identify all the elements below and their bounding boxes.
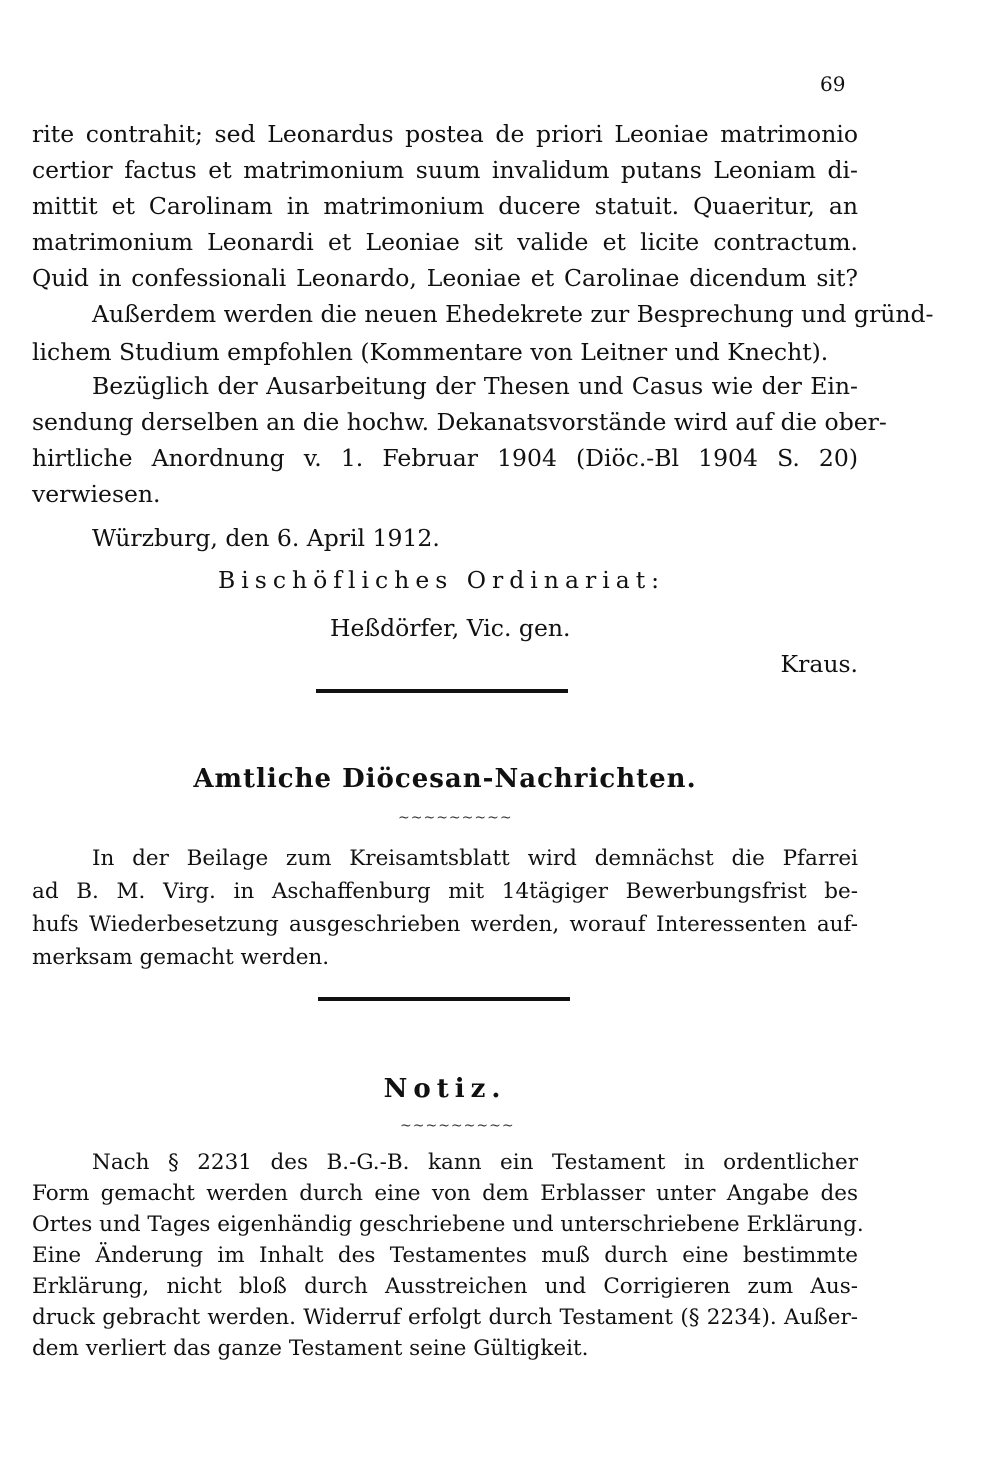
text-line: Nach § 2231 des B.-G.-B. kann ein Testament in ordentlicher xyxy=(92,1150,858,1175)
text-line: merksam gemacht werden. xyxy=(32,945,330,970)
text-line: hufs Wiederbesetzung ausgeschrieben werden, worauf Interessenten auf- xyxy=(32,912,858,937)
ordinariat-line: Bischöfliches Ordinariat: xyxy=(218,566,666,594)
text-line: hirtliche Anordnung v. 1. Februar 1904 (Diöc.-Bl 1904 S. 20) xyxy=(32,444,858,472)
text-line: Quid in confessionali Leonardo, Leoniae et Carolinae dicendum sit? xyxy=(32,264,858,292)
text-line: mittit et Carolinam in matrimonium ducere statuit. Quaeritur, an xyxy=(32,192,858,220)
section-title-diocesan-news: Amtliche Diöcesan-Nachrichten. xyxy=(193,764,697,794)
text-line: Eine Änderung im Inhalt des Testamentes muß durch eine bestimmte xyxy=(32,1243,858,1268)
text-line: ad B. M. Virg. in Aschaffenburg mit 14tägiger Bewerbungsfrist be- xyxy=(32,879,858,904)
signature-vic-gen: Heßdörfer, Vic. gen. xyxy=(330,614,571,642)
signature-kraus: Kraus. xyxy=(780,650,858,678)
text-line: Außerdem werden die neuen Ehedekrete zur Besprechung und gründ- xyxy=(92,300,934,328)
text-line: dem verliert das ganze Testament seine Gültigkeit. xyxy=(32,1336,589,1361)
text-line: druck gebracht werden. Widerruf erfolgt durch Testament (§ 2234). Außer- xyxy=(32,1305,858,1330)
text-line: Bezüglich der Ausarbeitung der Thesen und Casus wie der Ein- xyxy=(92,372,858,400)
separator-rule xyxy=(318,997,570,1001)
separator-rule xyxy=(316,689,568,693)
text-line: sendung derselben an die hochw. Dekanatsvorstände wird auf die ober- xyxy=(32,408,887,436)
text-line: verwiesen. xyxy=(32,480,161,508)
text-line: certior factus et matrimonium suum invalidum putans Leoniam di- xyxy=(32,156,858,184)
text-line: Erklärung, nicht bloß durch Ausstreichen und Corrigieren zum Aus- xyxy=(32,1274,858,1299)
ornament-flourish: ~~~~~~~~~ xyxy=(398,810,513,826)
section-title-notiz: Notiz. xyxy=(383,1074,507,1104)
date-line: Würzburg, den 6. April 1912. xyxy=(92,524,440,552)
text-line: rite contrahit; sed Leonardus postea de priori Leoniae matrimonio xyxy=(32,120,858,148)
text-line: Ortes und Tages eigenhändig geschriebene und unterschriebene Erklärung. xyxy=(32,1212,864,1237)
text-line: matrimonium Leonardi et Leoniae sit valide et licite contractum. xyxy=(32,228,858,256)
page-number: 69 xyxy=(820,72,846,96)
ornament-flourish: ~~~~~~~~~ xyxy=(400,1118,515,1134)
text-line: In der Beilage zum Kreisamtsblatt wird demnächst die Pfarrei xyxy=(92,846,858,871)
text-line: Form gemacht werden durch eine von dem Erblasser unter Angabe des xyxy=(32,1181,858,1206)
text-line: lichem Studium empfohlen (Kommentare von Leitner und Knecht). xyxy=(32,338,829,366)
